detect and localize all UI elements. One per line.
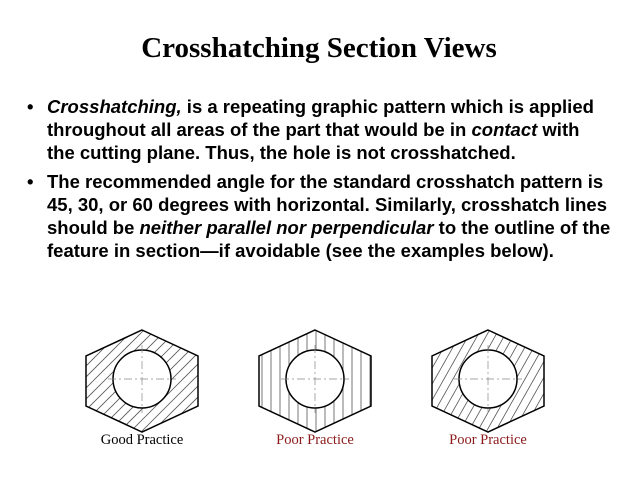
bullet-2-text-b: to the outline of the feature in section—if avoidable (see the examples below).	[47, 217, 611, 261]
bullet-1-text	[47, 96, 594, 163]
bullet-2-text	[47, 171, 610, 261]
slide-title: Crosshatching Section Views	[141, 32, 497, 64]
term-neither-parallel: neither parallel nor perpendicular	[139, 217, 434, 238]
caption-poor-practice-steep: Poor Practice	[449, 432, 527, 448]
hatch-line	[382, 324, 452, 441]
hatch-line	[508, 324, 578, 441]
bullet-1-text-a: is a repeating graphic pattern which is applied throughout all areas of the part that would be in	[47, 96, 594, 140]
bullet-1-text-b: with the cutting plane. Thus, the hole is not crosshatched.	[47, 119, 580, 163]
hex-steep	[432, 330, 544, 432]
hex-vertical	[259, 330, 371, 432]
bullet-item-1	[22, 95, 612, 164]
caption-good-practice: Good Practice	[100, 432, 184, 448]
bullet-dot: •	[27, 96, 34, 117]
hatch-line	[391, 324, 461, 441]
bullet-dot: •	[27, 171, 34, 192]
bullet-2-text-a: The recommended angle for the standard crosshatch pattern is 45, 30, or 60 degrees with horizontal. Similarly, crosshatch lines should be	[47, 171, 607, 238]
caption-poor-practice-vertical: Poor Practice	[276, 432, 354, 448]
bullet-item-2	[22, 170, 612, 262]
hatch-line	[526, 324, 596, 441]
hatch-line	[0, 324, 132, 449]
bullet-list	[22, 95, 612, 268]
term-contact: contact	[471, 119, 538, 140]
hatch-line	[517, 324, 587, 441]
term-crosshatching: Crosshatching,	[47, 96, 182, 117]
